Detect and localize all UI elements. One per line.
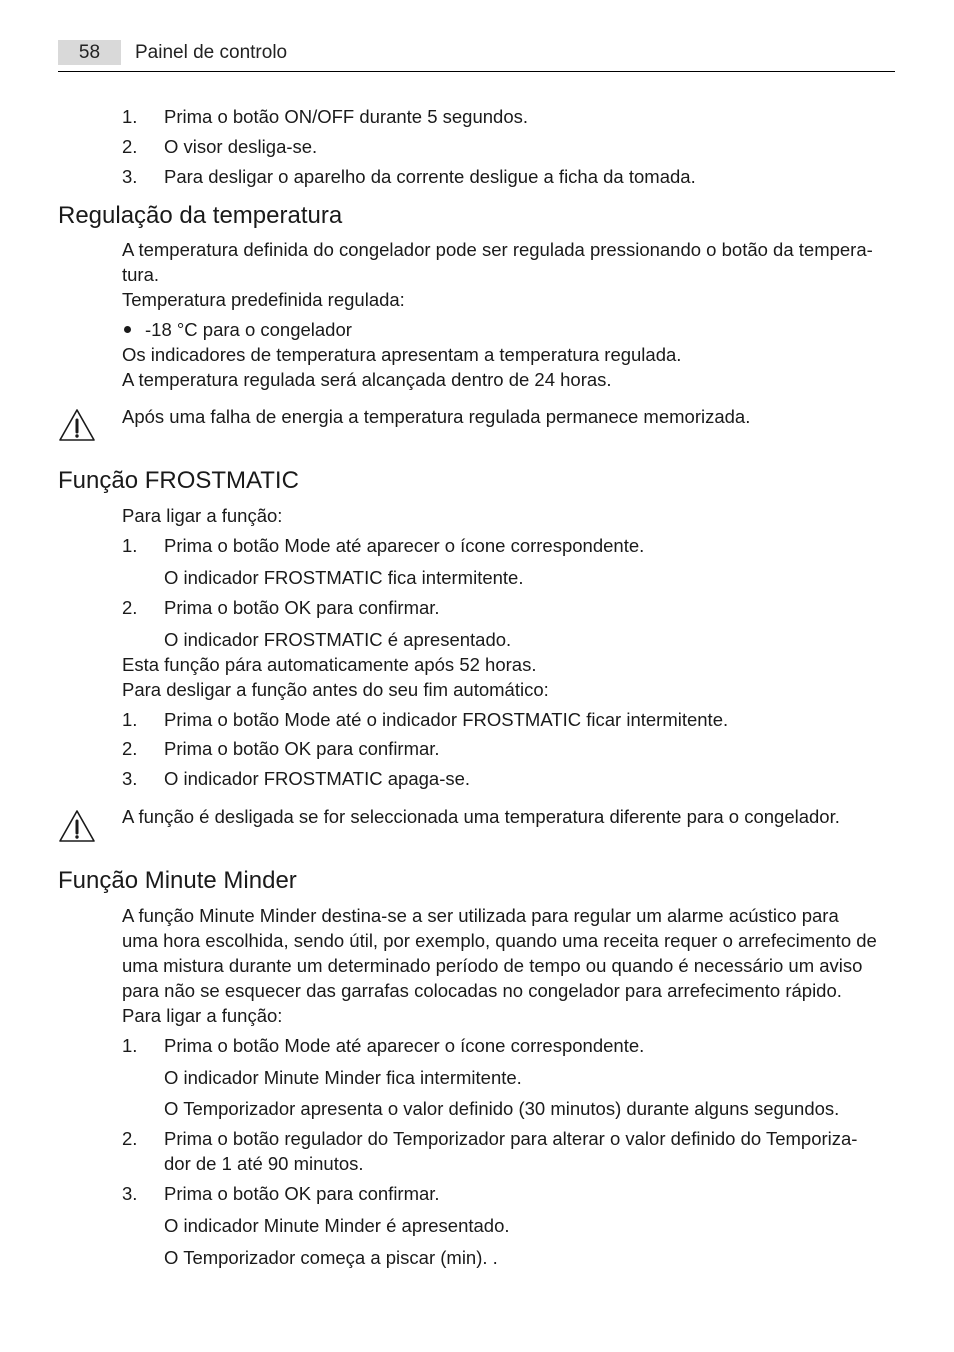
paragraph-line: uma mistura durante um determinado período de tempo ou quando é necessário um aviso [122,955,863,976]
section-title: Painel de controlo [135,42,288,63]
paragraph-line: tura. [122,264,160,285]
step-subtext: O indicador FROSTMATIC fica intermitente. [164,567,524,588]
warning-text: Após uma falha de energia a temperatura regulada permanece memorizada. [122,406,751,427]
paragraph-line: uma hora escolhida, sendo útil, por exemplo, quando uma receita requer o arrefecimento de [122,930,877,951]
paragraph-line: A função Minute Minder destina-se a ser utilizada para regular um alarme acústico para [122,905,839,926]
step-text: Prima o botão Mode até aparecer o ícone correspondente. [164,535,645,556]
step-text: Para desligar o aparelho da corrente desligue a ficha da tomada. [164,166,696,187]
page-header [58,40,895,72]
step-subtext: O Temporizador apresenta o valor definido (30 minutos) durante alguns segundos. [164,1098,840,1119]
warning-text: A função é desligada se for seleccionada uma temperatura diferente para o congelador. [122,806,840,827]
step-number: 2. [122,597,138,618]
step-number: 1. [122,535,138,556]
paragraph-line: Para desligar a função antes do seu fim automático: [122,679,549,700]
paragraph-line: para não se esquecer das garrafas colocadas no congelador para arrefecimento rápido. [122,980,842,1001]
paragraph-line: Os indicadores de temperatura apresentam a temperatura regulada. [122,344,682,365]
section-heading: Função Minute Minder [58,867,297,894]
bullet-dot [124,326,131,333]
step-text: Prima o botão regulador do Temporizador para alterar o valor definido do Temporiza- [164,1128,858,1149]
step-text: Prima o botão Mode até o indicador FROSTMATIC ficar intermitente. [164,709,729,730]
step-subtext: O indicador Minute Minder é apresentado. [164,1215,510,1236]
step-number: 3. [122,166,138,187]
paragraph-line: A temperatura regulada será alcançada dentro de 24 horas. [122,369,612,390]
step-number: 2. [122,1128,138,1149]
step-number: 1. [122,106,138,127]
step-text: Prima o botão ON/OFF durante 5 segundos. [164,106,529,127]
step-text: O visor desliga-se. [164,136,318,157]
paragraph-line: Para ligar a função: [122,1005,283,1026]
warning-icon [58,809,96,843]
step-number: 1. [122,709,138,730]
step-number: 3. [122,768,138,789]
paragraph-line: Esta função pára automaticamente após 52 horas. [122,654,537,675]
bullet-text: -18 °C para o congelador [145,319,352,340]
warning-icon [58,408,96,442]
step-subtext: O Temporizador começa a piscar (min). . [164,1247,498,1268]
section-heading: Regulação da temperatura [58,202,343,229]
paragraph-line: A temperatura definida do congelador pode ser regulada pressionando o botão da tempera- [122,239,873,260]
paragraph-line: Temperatura predefinida regulada: [122,289,405,310]
step-subtext: O indicador FROSTMATIC é apresentado. [164,629,512,650]
step-number: 3. [122,1183,138,1204]
step-number: 2. [122,136,138,157]
step-subtext: O indicador Minute Minder fica intermitente. [164,1067,522,1088]
step-number: 2. [122,738,138,759]
step-text: Prima o botão OK para confirmar. [164,597,440,618]
step-number: 1. [122,1035,138,1056]
page-number: 58 [58,40,121,65]
step-text: O indicador FROSTMATIC apaga-se. [164,768,471,789]
step-text: dor de 1 até 90 minutos. [164,1153,364,1174]
paragraph-line: Para ligar a função: [122,505,283,526]
step-text: Prima o botão Mode até aparecer o ícone correspondente. [164,1035,645,1056]
step-text: Prima o botão OK para confirmar. [164,738,440,759]
step-text: Prima o botão OK para confirmar. [164,1183,440,1204]
section-heading: Função FROSTMATIC [58,467,299,494]
